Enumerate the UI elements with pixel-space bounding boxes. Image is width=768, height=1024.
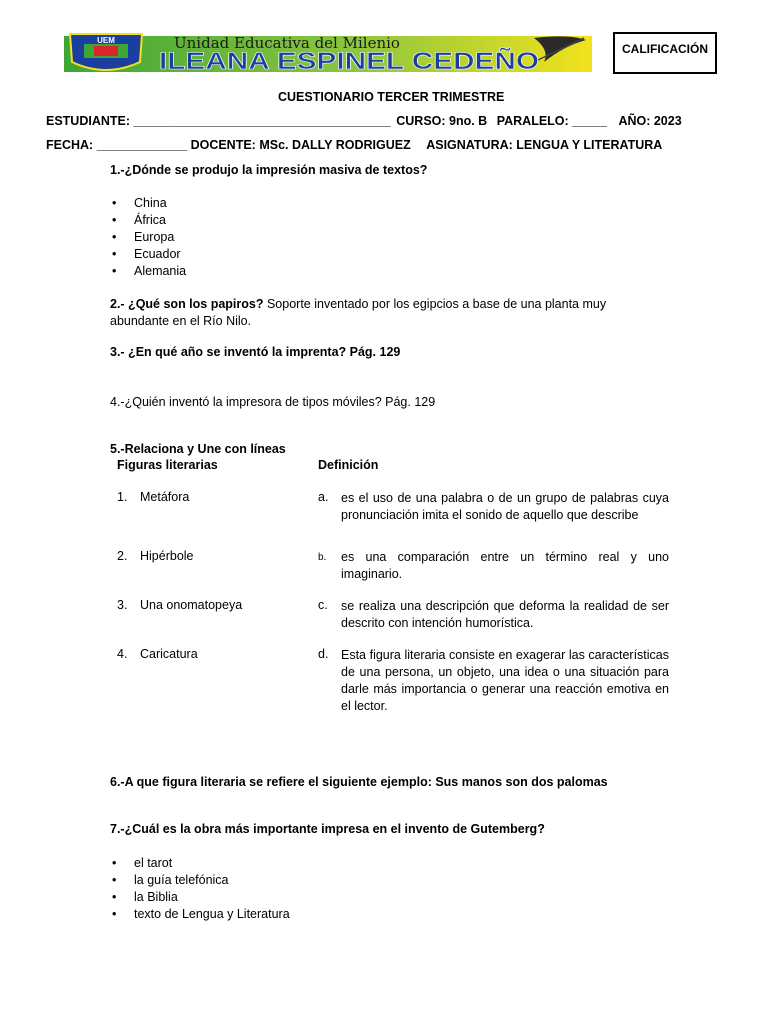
school-banner bbox=[64, 32, 592, 76]
question-1: 1.-¿Dónde se produjo la impresión masiva de textos? bbox=[110, 163, 428, 177]
question-5: 5.-Relaciona y Une con líneas bbox=[110, 442, 286, 456]
date-label: FECHA: bbox=[46, 138, 94, 152]
list-item: • la Biblia bbox=[110, 889, 290, 906]
school-banner-graphic bbox=[64, 32, 592, 76]
student-label: ESTUDIANTE: bbox=[46, 114, 131, 128]
list-item: • el tarot bbox=[110, 855, 290, 872]
question-6: 6.-A que figura literaria se refiere el siguiente ejemplo: Sus manos son dos palomas bbox=[110, 775, 608, 789]
question-2-text: 2.- ¿Qué son los papiros? bbox=[110, 297, 264, 311]
page-title: CUESTIONARIO TERCER TRIMESTRE bbox=[278, 90, 505, 104]
definition-letter: b. bbox=[318, 552, 327, 563]
teacher-label: DOCENTE: MSc. DALLY RODRIGUEZ bbox=[190, 138, 411, 152]
list-item: • Alemania bbox=[110, 263, 186, 280]
date-row bbox=[46, 138, 662, 152]
grade-box bbox=[613, 32, 717, 74]
list-item: • Europa bbox=[110, 229, 186, 246]
list-item: • la guía telefónica bbox=[110, 872, 290, 889]
grade-label: CALIFICACIÓN bbox=[622, 42, 708, 56]
date-line[interactable]: _____________ bbox=[96, 138, 188, 152]
student-name-line[interactable]: _____________________________________ bbox=[133, 114, 391, 128]
school-shield-logo bbox=[70, 34, 142, 70]
definition-text: es el uso de una palabra o de un grupo de palabras cuya pronunciación imita el sonido de aquello que describe bbox=[341, 491, 669, 522]
question-4: 4.-¿Quién inventó la impresora de tipos móviles? Pág. 129 bbox=[110, 395, 436, 409]
question-7-options bbox=[110, 855, 290, 923]
definition-letter: d. bbox=[318, 647, 329, 661]
course-label: CURSO: 9no. B bbox=[396, 114, 488, 128]
question-3: 3.- ¿En qué año se inventó la imprenta? Pág. 129 bbox=[110, 345, 401, 359]
list-item: • África bbox=[110, 212, 186, 229]
figure-item: 2. Hipérbole bbox=[117, 549, 194, 563]
column-header-figures: Figuras literarias bbox=[117, 458, 218, 472]
question-7: 7.-¿Cuál es la obra más importante impresa en el invento de Gutemberg? bbox=[110, 822, 545, 836]
student-row bbox=[46, 114, 682, 128]
subject-label: ASIGNATURA: LENGUA Y LITERATURA bbox=[426, 138, 663, 152]
definition-text: es una comparación entre un término real y uno imaginario. bbox=[341, 550, 669, 581]
parallel-line[interactable]: _____ bbox=[572, 114, 607, 128]
question-2-answer: Soporte inventado por los egipcios a base de una planta muy abundante en el Río Nilo. bbox=[110, 297, 607, 328]
school-name-line1: Unidad Educativa del Milenio bbox=[174, 34, 400, 52]
definition-text: se realiza una descripción que deforma la realidad de ser descrito con intención humorística. bbox=[341, 599, 669, 630]
question-2 bbox=[110, 296, 610, 330]
column-header-definition: Definición bbox=[318, 458, 379, 472]
list-item: • texto de Lengua y Literatura bbox=[110, 906, 290, 923]
year-label: AÑO: 2023 bbox=[618, 114, 682, 128]
list-item: • Ecuador bbox=[110, 246, 186, 263]
logo-letters: UEM bbox=[97, 36, 115, 45]
figure-item: 4. Caricatura bbox=[117, 647, 198, 661]
parallel-label: PARALELO: bbox=[496, 114, 569, 128]
definition-text: Esta figura literaria consiste en exagerar las características de una persona, un objeto, una idea o una situación para darle más importancia o generar una reacción emotiva en el lector. bbox=[341, 648, 669, 713]
figure-item: 3. Una onomatopeya bbox=[117, 598, 243, 612]
school-name-line2: ILEANA ESPINEL CEDEÑO bbox=[159, 48, 466, 75]
definition-letter: a. bbox=[318, 490, 329, 504]
definition-letter: c. bbox=[318, 598, 328, 612]
list-item: • China bbox=[110, 195, 186, 212]
question-1-options bbox=[110, 195, 186, 280]
figure-item: 1. Metáfora bbox=[117, 490, 190, 504]
